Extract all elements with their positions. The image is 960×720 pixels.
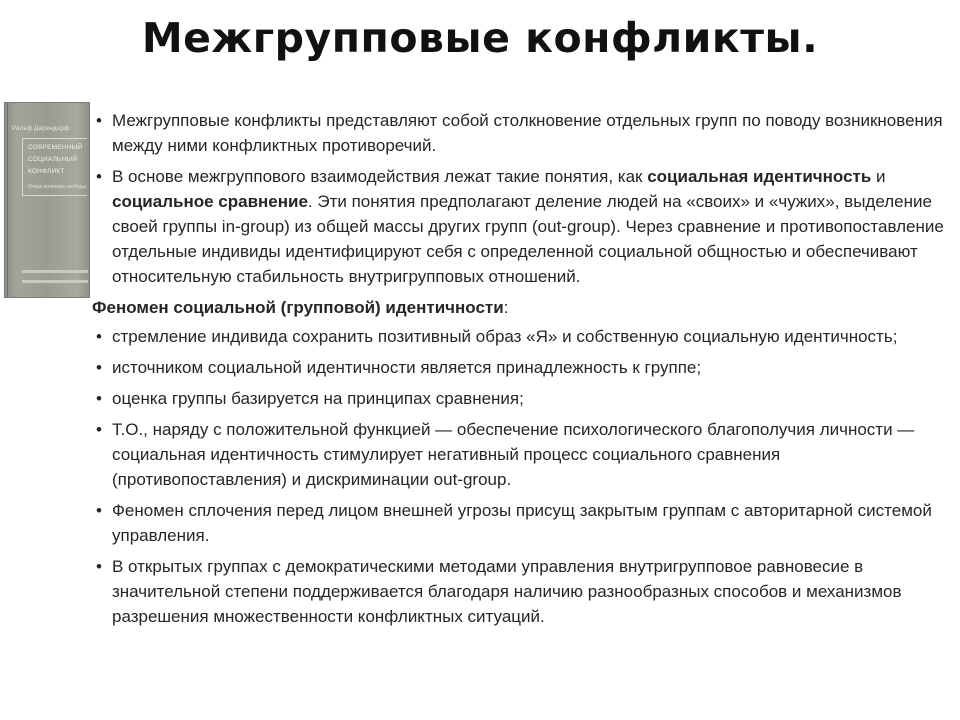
intro-bullet-2: [88, 164, 950, 289]
phenomenon-item-4-text: Т.О., наряду с положительной функцией — обеспечение психологического благополучия личности — социальная идентичность стимулирует негативный процесс социального сравнения (противопоставления) и дискриминации out-group.: [112, 420, 915, 489]
phenomenon-item-3-text: оценка группы базируется на принципах сравнения;: [112, 389, 524, 408]
bullet-dot: •: [96, 420, 102, 439]
phenomenon-item-6: [88, 554, 950, 629]
phenomenon-heading: [88, 295, 950, 320]
phenomenon-item-6-text: В открытых группах с демократическими методами управления внутригрупповое равновесие в значительной степени поддерживается благодаря наличию разнообразных способов и механизмов разрешения множественности конфликтных ситуаций.: [112, 557, 902, 626]
book-author: Ральф Дарендорф: [12, 126, 70, 132]
phenomenon-item-1-text: стремление индивида сохранить позитивный образ «Я» и собственную социальную идентичность;: [112, 327, 898, 346]
phenomenon-item-3: [88, 386, 950, 411]
intro-bullet-2-part2: и: [871, 167, 886, 186]
bullet-dot: •: [96, 167, 102, 186]
book-cover-image: [4, 102, 90, 298]
intro-bullet-1: [88, 108, 950, 158]
book-title-line-1: СОВРЕМЕННЫЙ: [28, 144, 83, 151]
term-social-identity: социальная идентичность: [647, 167, 872, 186]
phenomenon-heading-colon: :: [503, 298, 509, 317]
bullet-dot: •: [96, 358, 102, 377]
book-bottom-band-1: [22, 270, 88, 273]
slide-body: [88, 108, 950, 629]
slide-title: Межгрупповые конфликты.: [141, 14, 819, 62]
phenomenon-item-1: [88, 324, 950, 349]
bullet-dot: •: [96, 557, 102, 576]
book-bottom-band-2: [22, 280, 88, 283]
phenomenon-item-5-text: Феномен сплочения перед лицом внешней угрозы присущ закрытым группам с авторитарной системой управления.: [112, 501, 932, 545]
bullet-dot: •: [96, 111, 102, 130]
intro-bullet-2-part1: В основе межгруппового взаимодействия лежат такие понятия, как: [112, 167, 648, 186]
book-title-line-2: СОЦИАЛЬНЫЙ: [28, 156, 78, 163]
book-subtitle: Очерк политики свободы: [28, 184, 87, 190]
bullet-dot: •: [96, 327, 102, 346]
bullet-dot: •: [96, 389, 102, 408]
phenomenon-item-4: [88, 417, 950, 492]
phenomenon-item-5: [88, 498, 950, 548]
book-spine-line: [7, 102, 8, 298]
term-social-comparison: социальное сравнение: [112, 192, 308, 211]
intro-bullet-2-part3: . Эти понятия предполагают деление людей на «своих» и «чужих», выделение своей группы in-group) из общей массы других групп (out-group). Через сравнение и противопоставление отдельные индивиды идентифицируют себя с определенной социальной общностью и обеспечивают относительную стабильность внутригрупповых отношений.: [112, 192, 944, 286]
phenomenon-item-2-text: источником социальной идентичности является принадлежность к группе;: [112, 358, 702, 377]
bullet-dot: •: [96, 501, 102, 520]
book-title-line-3: КОНФЛИКТ: [28, 168, 65, 175]
phenomenon-heading-text: Феномен социальной (групповой) идентичности: [92, 298, 504, 317]
phenomenon-item-2: [88, 355, 950, 380]
intro-bullet-1-text: Межгрупповые конфликты представляют собой столкновение отдельных групп по поводу возникновения между ними конфликтных противоречий.: [112, 111, 943, 155]
